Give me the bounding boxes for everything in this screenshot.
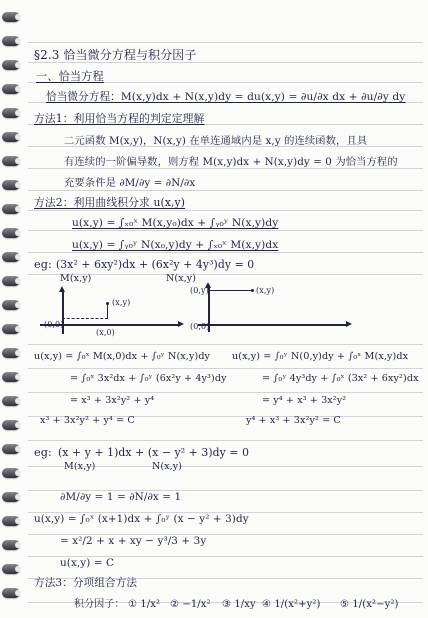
ring-icon <box>2 228 20 238</box>
factor-3: ③ 1/xy <box>222 599 256 610</box>
arrow-right-icon <box>346 321 352 327</box>
example-1-left-line-1: u(x,y) = ∫₀ˣ M(x,0)dx + ∫₀ʸ N(x,y)dy <box>34 351 211 362</box>
ring-icon <box>2 300 20 310</box>
ring-icon <box>2 540 20 550</box>
arrow-up-icon <box>59 286 65 292</box>
method-3-title: 方法3：分项组合方法 <box>34 577 138 589</box>
rule-line <box>28 42 423 43</box>
page-title: §2.3 恰当微分方程与积分因子 <box>34 48 197 62</box>
ring-icon <box>2 132 20 142</box>
ring-icon <box>2 252 20 262</box>
example-1-left-line-2: = ∫₀ˣ 3x²dx + ∫₀ʸ (6x²y + 4y³)dy <box>70 373 227 384</box>
rule-line <box>28 440 423 441</box>
ring-icon <box>2 516 20 526</box>
example-2-expansion: = x²/2 + x + xy − y³/3 + 3y <box>60 535 207 547</box>
example-2-label: eg: <box>34 446 52 459</box>
point-xy <box>106 302 109 305</box>
example-1-label: eg: <box>34 258 52 271</box>
ring-icon <box>2 372 20 382</box>
ring-icon <box>2 276 20 286</box>
origin-label: (0,0) <box>44 320 64 329</box>
path-segment-vertical <box>107 303 108 319</box>
example-1-left-result: x³ + 3x²y² + y⁴ = C <box>40 415 135 426</box>
rule-line <box>28 62 423 63</box>
ring-icon <box>2 588 20 598</box>
rule-line <box>28 344 423 345</box>
example-2-n-label: N(x,y) <box>152 461 183 472</box>
rule-line <box>28 392 423 393</box>
example-1-equation: (3x² + 6xy²)dx + (6x²y + 4y³)dy = 0 <box>56 258 255 271</box>
method-1-title: 方法1：利用恰当方程的判定定理解 <box>34 112 205 125</box>
example-1-right-line-2: = ∫₀ʸ 4y³dy + ∫₀ˣ (3x² + 6xy²)dx <box>262 373 419 384</box>
ring-icon <box>2 348 20 358</box>
example-1-right-result: y⁴ + x³ + 3x²y² = C <box>246 415 341 426</box>
path-segment-horizontal <box>208 290 252 291</box>
section-1-title: 一、恰当方程 <box>36 70 104 83</box>
x-axis <box>198 324 348 326</box>
factor-1: ① 1/x² <box>128 599 161 610</box>
example-2-m-label: M(x,y) <box>64 461 96 472</box>
point-xy-label: (x,y) <box>256 286 275 295</box>
ring-icon <box>2 324 20 334</box>
factor-2: ② −1/x² <box>170 599 211 610</box>
ring-icon <box>2 36 20 46</box>
point-0y-label: (0,y) <box>190 286 209 295</box>
path-segment-horizontal <box>62 318 108 319</box>
example-2-partials: ∂M/∂y = 1 = ∂N/∂x = 1 <box>60 491 182 503</box>
ring-icon <box>2 156 20 166</box>
origin-label: (0,0) <box>190 322 210 331</box>
ring-icon <box>2 564 20 574</box>
point-x0-label: (x,0) <box>96 328 115 337</box>
method-2-formula-1: u(x,y) = ∫ₓ₀ˣ M(x,y₀)dx + ∫ᵧ₀ʸ N(x,y)dy <box>72 217 279 229</box>
rule-line <box>28 210 423 211</box>
point-xy <box>251 289 254 292</box>
ring-icon <box>2 84 20 94</box>
example-2-result: u(x,y) = C <box>60 557 115 569</box>
spiral-binding <box>0 0 28 618</box>
example-1-n-label: N(x,y) <box>166 273 197 284</box>
integrating-factor-label: 积分因子： <box>74 599 125 610</box>
rule-line <box>28 368 423 369</box>
arrow-right-icon <box>178 321 184 327</box>
factor-5: ⑤ 1/(x²−y²) <box>340 599 399 610</box>
ring-icon <box>2 468 20 478</box>
example-1-right-line-3: = y⁴ + x³ + 3x²y² <box>262 395 347 406</box>
point-xy-label: (x,y) <box>112 298 131 307</box>
example-2-integral: u(x,y) = ∫₀ˣ (x+1)dx + ∫₀ʸ (x − y² + 3)dy <box>34 513 249 525</box>
example-1-left-line-3: = x³ + 3x²y² + y⁴ <box>70 395 155 406</box>
ring-icon <box>2 60 20 70</box>
method-2-title: 方法2：利用曲线积分求 u(x,y) <box>34 196 186 209</box>
exact-equation-definition: 恰当微分方程：M(x,y)dx + N(x,y)dy = du(x,y) = ∂u/∂x dx + ∂u/∂y dy <box>46 91 406 103</box>
example-1-right-line-1: u(x,y) = ∫₀ʸ N(0,y)dy + ∫₀ˣ M(x,y)dx <box>232 351 409 362</box>
method-2-formula-2: u(x,y) = ∫ᵧ₀ʸ N(x₀,y)dy + ∫ₓ₀ˣ M(x,y)dx <box>72 239 279 251</box>
ring-icon <box>2 180 20 190</box>
ring-icon <box>2 492 20 502</box>
ring-icon <box>2 204 20 214</box>
method-1-line-2: 有连续的一阶偏导数，则方程 M(x,y)dx + N(x,y)dy = 0 为恰当方程的 <box>64 156 398 168</box>
rule-line <box>28 252 423 253</box>
rule-line <box>28 190 423 191</box>
ring-icon <box>2 444 20 454</box>
example-1-m-label: M(x,y) <box>60 273 92 284</box>
ring-icon <box>2 12 20 22</box>
ring-icon <box>2 396 20 406</box>
example-2-equation: (x + y + 1)dx + (x − y² + 3)dy = 0 <box>58 446 250 459</box>
ring-icon <box>2 420 20 430</box>
factor-4: ④ 1/(x²+y²) <box>262 599 321 610</box>
method-1-line-3: 充要条件是 ∂M/∂y = ∂N/∂x <box>64 177 196 189</box>
rule-line <box>28 230 423 231</box>
method-1-line-1: 二元函数 M(x,y)，N(x,y) 在单连通域内是 x,y 的连续函数，且具 <box>64 135 368 147</box>
ring-icon <box>2 108 20 118</box>
